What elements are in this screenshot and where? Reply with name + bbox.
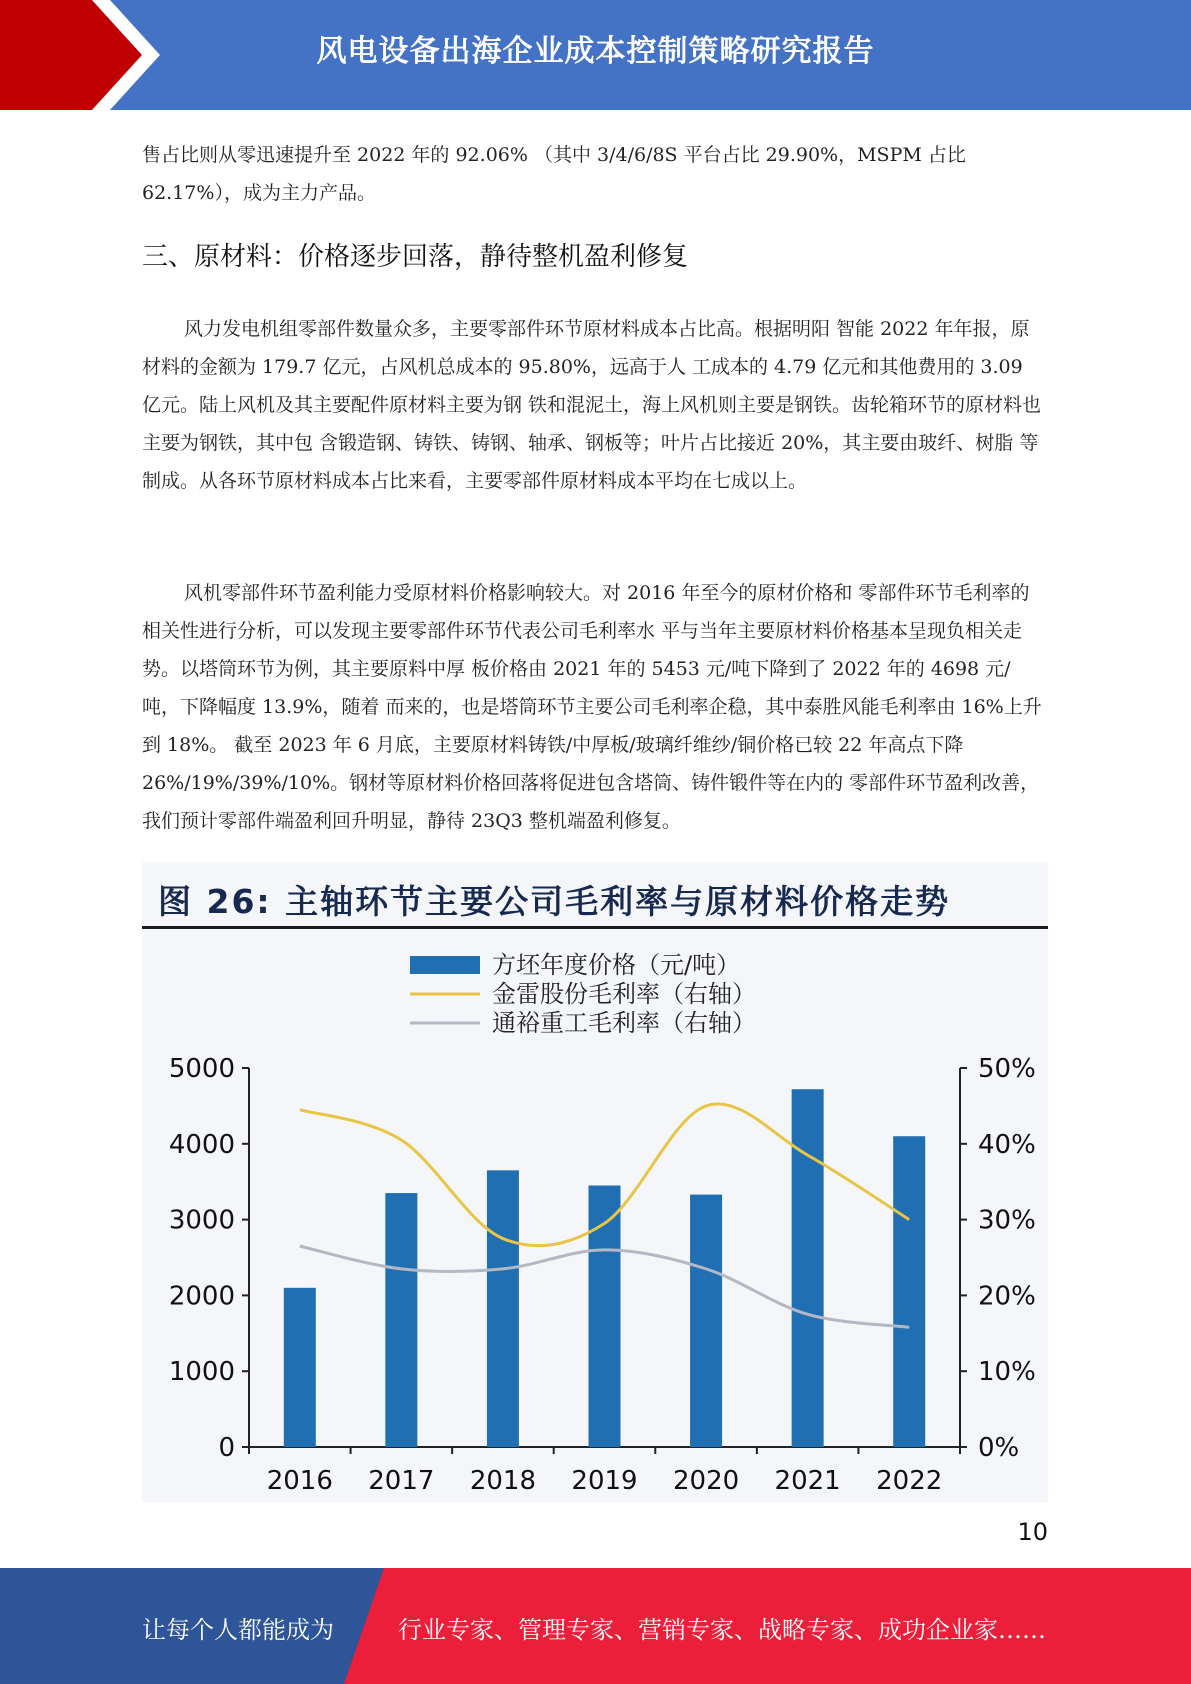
x-tick-label: 2020 xyxy=(672,1466,740,1496)
bar-2016 xyxy=(284,1288,316,1447)
bar-2018 xyxy=(487,1170,519,1447)
x-tick-label: 2016 xyxy=(266,1466,333,1496)
header-title: 风电设备出海企业成本控制策略研究报告 xyxy=(316,34,875,69)
footer-slogan-right: 行业专家、管理专家、营销专家、战略专家、成功企业家…… xyxy=(398,1616,1046,1644)
y-right-tick-label: 0% xyxy=(978,1433,1020,1463)
y-right-tick-label: 10% xyxy=(978,1357,1036,1388)
bar-2020 xyxy=(690,1195,722,1447)
y-right-tick-label: 40% xyxy=(978,1129,1036,1160)
y-left-tick-label: 3000 xyxy=(168,1205,235,1236)
y-left-tick-label: 5000 xyxy=(168,1054,235,1084)
y-left-tick-label: 4000 xyxy=(168,1129,235,1160)
figure-26 xyxy=(142,862,1048,1502)
chart-bars xyxy=(284,1089,925,1447)
bar-2021 xyxy=(792,1089,824,1447)
legend-swatch-bar xyxy=(410,956,480,974)
paragraph-raw-materials: 风力发电机组零部件数量众多，主要零部件环节原材料成本占比高。根据明阳 智能 2022 年年报，原材料的金额为 179.7 亿元，占风机总成本的 95.80%，远高于人 工成本的 4.79 亿元和其他费用的 3.09 亿元。陆上风机及其主要配件原材料主要为钢 铁和混泥土，海上风机则主要是钢铁。齿轮箱环节的原材料也主要为钢铁，其中包 含锻造钢、铸铁、铸钢、轴承、钢板等；叶片占比接近 20%，其主要由玻纤、树脂 等制成。从各环节原材料成本占比来看，主要零部件原材料成本平均在七成以上。 xyxy=(142,318,1042,492)
legend-label-bar: 方坯年度价格（元/吨） xyxy=(492,951,741,979)
y-right-tick-label: 30% xyxy=(978,1205,1036,1236)
x-tick-label: 2017 xyxy=(368,1466,435,1496)
x-tick-label: 2022 xyxy=(876,1466,943,1496)
y-left-tick-label: 1000 xyxy=(168,1357,235,1388)
y-right-tick-label: 50% xyxy=(978,1054,1036,1084)
x-tick-label: 2019 xyxy=(571,1466,638,1496)
page-number: 10 xyxy=(1017,1518,1048,1546)
paragraph-price-impact: 风机零部件环节盈利能力受原材料价格影响较大。对 2016 年至今的原材价格和 零部件环节毛利率的相关性进行分析，可以发现主要零部件环节代表公司毛利率水 平与当年主要原材料价格基本呈现负相关走势。以塔筒环节为例，其主要原料中厚 板价格由 2021 年的 5453 元/吨下降到了 2022 年的 4698 元/吨，下降幅度 13.9%，随着 而来的，也是塔筒环节主要公司毛利率企稳，其中泰胜风能毛利率由 16%上升到 18%。 截至 2023 年 6 月底，主要原材料铸铁/中厚板/玻璃纤维纱/铜价格已较 22 年高点下降 26%/19%/39%/10%。钢材等原材料价格回落将促进包含塔筒、铸件锻件等在内的 零部件环节盈利改善，我们预计零部件端盈利回升明显，静待 23Q3 整机端盈利修复。 xyxy=(142,582,1042,832)
y-left-tick-label: 2000 xyxy=(168,1281,235,1312)
bar-2022 xyxy=(893,1136,925,1447)
y-right-tick-label: 20% xyxy=(978,1281,1036,1312)
chart xyxy=(142,929,1048,1502)
footer-slogan-left: 让每个人都能成为 xyxy=(142,1616,334,1644)
figure-caption: 图 26: 主轴环节主要公司毛利率与原材料价格走势 xyxy=(158,882,951,921)
x-tick-label: 2018 xyxy=(469,1466,537,1496)
bar-2017 xyxy=(385,1193,417,1447)
chart-legend xyxy=(410,951,756,1037)
legend-label-tongyu: 通裕重工毛利率（右轴） xyxy=(492,1009,756,1037)
y-left-tick-label: 0 xyxy=(218,1433,235,1463)
intro-paragraph: 售占比则从零迅速提升至 2022 年的 92.06% （其中 3/4/6/8S 平台占比 29.90%，MSPM 占比 62.17%），成为主力产品。 xyxy=(142,144,966,204)
x-tick-label: 2021 xyxy=(774,1466,841,1496)
section-heading: 三、原材料：价格逐步回落，静待整机盈利修复 xyxy=(142,242,689,272)
legend-label-jinlei: 金雷股份毛利率（右轴） xyxy=(492,980,756,1008)
